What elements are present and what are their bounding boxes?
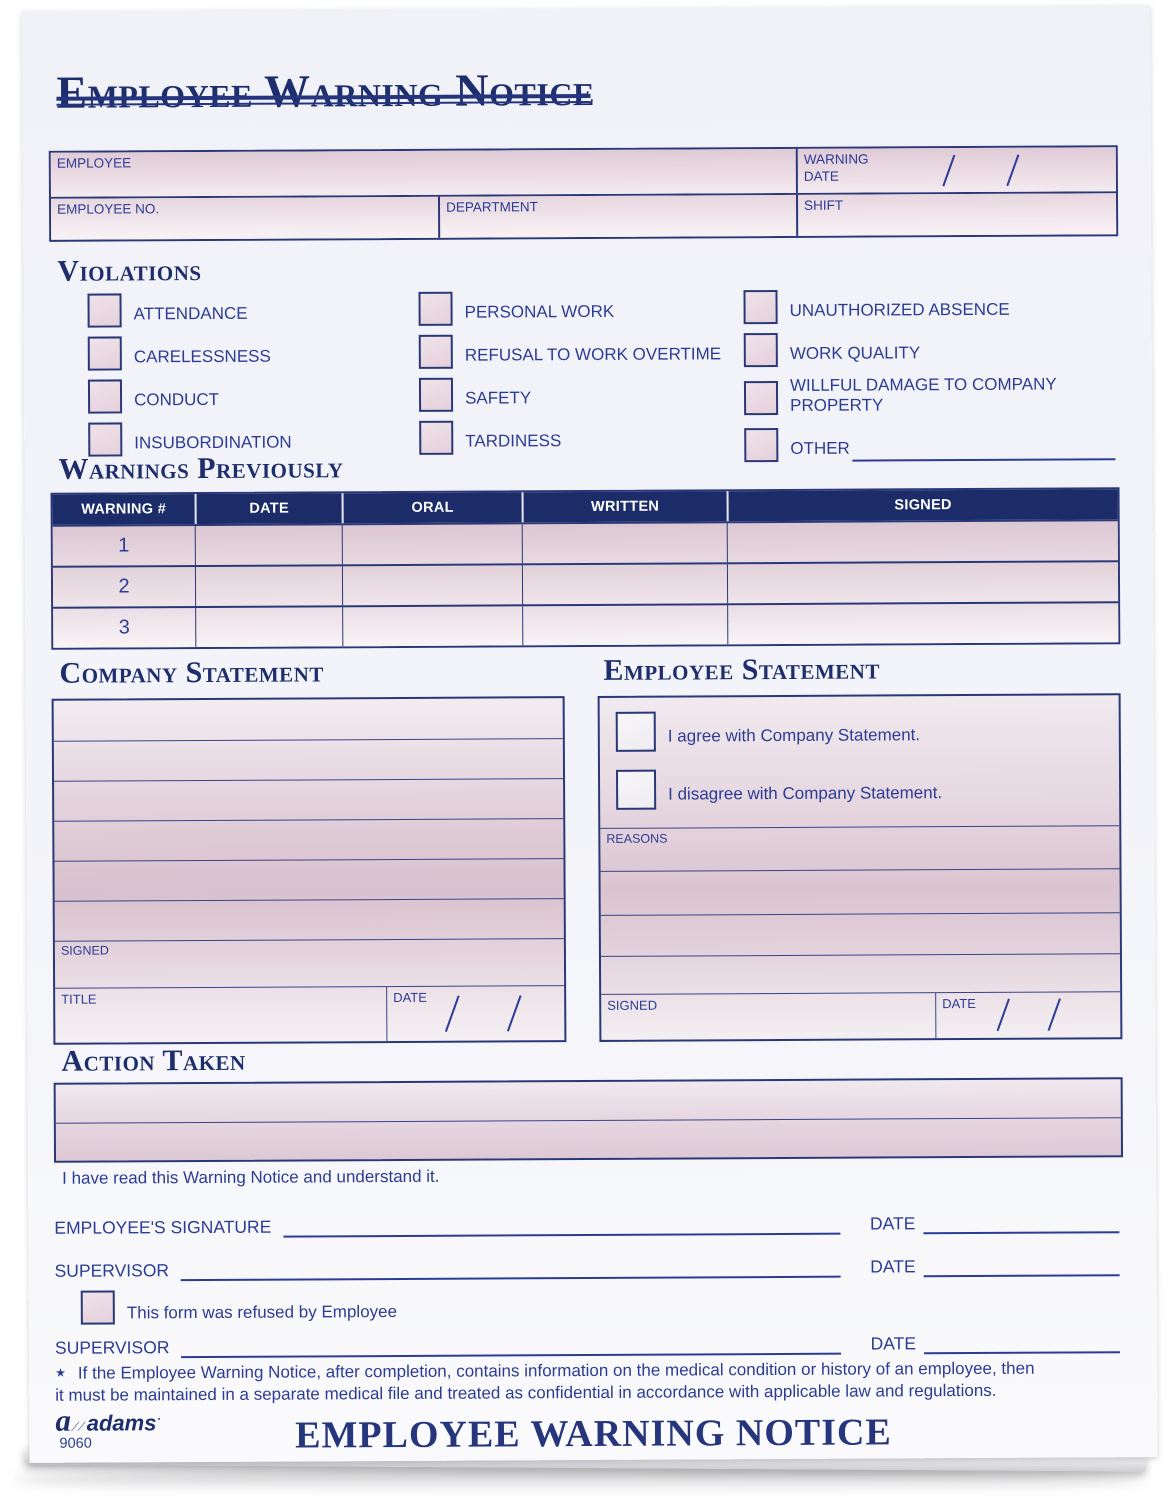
employee-info-table xyxy=(49,145,1118,242)
disagree-option xyxy=(616,768,942,810)
employee-signed-date-row xyxy=(601,991,1120,1040)
agree-label: I agree with Company Statement. xyxy=(667,725,921,746)
violation-unauthorized-absence xyxy=(743,288,1114,324)
warning-date-label: WARNING DATE xyxy=(803,151,869,184)
footer-form-title: EMPLOYEE WARNING NOTICE xyxy=(295,1411,892,1457)
company-date-field[interactable] xyxy=(386,986,564,1041)
violation-work-quality xyxy=(744,331,1115,367)
signed-label: SIGNED xyxy=(607,997,658,1013)
disagree-label: I disagree with Company Statement. xyxy=(668,783,943,804)
adams-logo-mark: a xyxy=(55,1402,71,1438)
violation-carelessness xyxy=(88,335,393,371)
employee-statement-box xyxy=(598,693,1123,1042)
logo-swoosh-icon: ⟋⟋ xyxy=(70,1419,84,1434)
reasons-field[interactable] xyxy=(600,825,1119,872)
date-line[interactable] xyxy=(924,1248,1120,1277)
violations-column-3 xyxy=(743,288,1115,471)
company-statement-heading: Company Statement xyxy=(59,655,324,690)
violation-label: INSUBORDINATION xyxy=(134,432,292,453)
writing-line xyxy=(54,778,563,782)
violation-label: WORK QUALITY xyxy=(789,343,921,363)
date-slash xyxy=(997,998,1010,1031)
checkbox-conduct[interactable] xyxy=(88,379,122,413)
violation-label: REFUSAL TO WORK OVERTIME xyxy=(464,344,722,365)
employee-date-field[interactable] xyxy=(935,992,1120,1038)
company-statement-box[interactable] xyxy=(52,696,567,1045)
writing-line xyxy=(54,738,563,742)
date-label: DATE xyxy=(869,1213,916,1234)
footnote-line-1: If the Employee Warning Notice, after completion, contains information on the medical condition or history of an employee, then xyxy=(77,1358,1035,1383)
employee-signature-label: EMPLOYEE'S SIGNATURE xyxy=(54,1216,272,1238)
footnote-line-2: it must be maintained in a separate medical file and treated as confidential in accordance with applicable law and regulations. xyxy=(55,1380,997,1405)
supervisor2-signature-row xyxy=(55,1327,1120,1359)
violation-safety xyxy=(419,376,741,412)
checkbox-form-refused[interactable] xyxy=(81,1290,115,1324)
signed-cell[interactable] xyxy=(727,521,1118,562)
checkbox-willful-damage[interactable] xyxy=(744,381,778,415)
warning-number: 1 xyxy=(118,534,130,557)
company-signed-field[interactable] xyxy=(55,938,564,989)
footnote-star-icon: ★ xyxy=(55,1365,66,1380)
column-header: WRITTEN xyxy=(522,491,727,522)
warning-number: 3 xyxy=(118,616,130,639)
checkbox-disagree[interactable] xyxy=(616,770,656,810)
action-taken-heading: Action Taken xyxy=(61,1043,246,1078)
writing-line xyxy=(56,1117,1121,1124)
date-label: DATE xyxy=(870,1256,916,1277)
employee-statement-heading: Employee Statement xyxy=(603,652,880,687)
form-sheet xyxy=(22,5,1158,1463)
signed-label: SIGNED xyxy=(60,943,109,958)
supervisor-label: SUPERVISOR xyxy=(54,1260,170,1281)
date-label: DATE xyxy=(393,989,427,1006)
company-title-date-row xyxy=(55,985,564,1043)
violations-heading: Violations xyxy=(57,254,202,288)
date-label: DATE xyxy=(942,995,976,1012)
supervisor-signature-line[interactable] xyxy=(181,1250,840,1281)
violation-label: SAFETY xyxy=(464,388,532,408)
violations-column-1 xyxy=(87,292,393,466)
warnings-table-header xyxy=(53,489,1118,525)
employee-signature-line[interactable] xyxy=(283,1207,840,1238)
date-cell[interactable] xyxy=(195,566,342,606)
pad-floor-shadow xyxy=(14,1468,1144,1490)
warning-number: 2 xyxy=(118,575,130,598)
date-slash xyxy=(445,995,460,1031)
employee-field-label: EMPLOYEE xyxy=(56,155,132,171)
oral-cell[interactable] xyxy=(342,606,522,646)
writing-line xyxy=(54,858,563,862)
date-cell[interactable] xyxy=(195,607,342,647)
supervisor-signature-row xyxy=(55,1250,1120,1282)
checkbox-attendance[interactable] xyxy=(87,293,121,327)
checkbox-safety[interactable] xyxy=(419,378,453,412)
date-slash xyxy=(1048,998,1061,1031)
shift-label: SHIFT xyxy=(803,197,844,213)
written-cell[interactable] xyxy=(522,523,727,563)
checkbox-personal-work[interactable] xyxy=(418,292,452,326)
signed-cell[interactable] xyxy=(727,562,1118,603)
date-label: DATE xyxy=(870,1333,917,1354)
oral-cell[interactable] xyxy=(342,524,522,564)
violation-label: TARDINESS xyxy=(465,431,562,451)
date-slash xyxy=(1006,154,1019,186)
adams-logo-text: adams xyxy=(86,1410,157,1436)
written-cell[interactable] xyxy=(522,564,727,604)
shift-field[interactable] xyxy=(796,193,1116,236)
violation-tardiness xyxy=(419,419,741,455)
writing-line xyxy=(601,953,1120,957)
product-code: 9060 xyxy=(59,1435,92,1452)
refused-option xyxy=(81,1289,397,1325)
department-label: DEPARTMENT xyxy=(446,199,538,215)
medical-confidentiality-footnote xyxy=(55,1357,1117,1406)
supervisor-signature-line[interactable] xyxy=(181,1327,840,1358)
employee-info-row-1 xyxy=(51,147,1116,197)
violation-label: OTHER xyxy=(790,438,850,458)
date-line[interactable] xyxy=(924,1325,1120,1354)
checkbox-carelessness[interactable] xyxy=(88,336,122,370)
checkbox-work-quality[interactable] xyxy=(744,333,778,367)
violation-personal-work xyxy=(418,290,740,326)
writing-line xyxy=(601,912,1120,916)
column-header: SIGNED xyxy=(727,489,1118,521)
violation-refusal-overtime xyxy=(419,333,741,369)
employee-no-field[interactable] xyxy=(51,197,438,240)
date-slash xyxy=(942,155,955,187)
acknowledgement-text: I have read this Warning Notice and understand it. xyxy=(62,1166,440,1188)
warnings-previously-table xyxy=(51,487,1121,650)
employee-field[interactable] xyxy=(51,149,796,197)
date-slash xyxy=(507,995,522,1031)
action-taken-box[interactable] xyxy=(54,1077,1123,1163)
table-row xyxy=(53,601,1118,648)
checkbox-refusal-overtime[interactable] xyxy=(419,335,453,369)
employee-info-row-2 xyxy=(51,191,1116,240)
checkbox-agree[interactable] xyxy=(616,712,656,752)
violation-label: PERSONAL WORK xyxy=(464,301,615,322)
table-row xyxy=(53,560,1118,607)
other-fill-line[interactable] xyxy=(852,433,1116,461)
violation-other xyxy=(744,426,1115,462)
refused-label: This form was refused by Employee xyxy=(126,1301,398,1323)
employee-signature-row xyxy=(54,1207,1119,1239)
warnings-previously-heading: Warnings Previously xyxy=(58,451,344,486)
adams-logo-dot: · xyxy=(156,1410,162,1428)
violation-conduct xyxy=(88,378,393,414)
violation-label: CARELESSNESS xyxy=(133,346,271,367)
employee-no-label: EMPLOYEE NO. xyxy=(57,201,160,217)
violation-label: WILLFUL DAMAGE TO COMPANY PROPERTY xyxy=(789,374,1057,415)
column-header: DATE xyxy=(195,493,342,524)
checkbox-other[interactable] xyxy=(744,428,778,462)
checkbox-unauthorized-absence[interactable] xyxy=(743,290,777,324)
column-header: WARNING # xyxy=(81,501,167,518)
oral-cell[interactable] xyxy=(342,565,522,605)
column-header: ORAL xyxy=(342,492,522,523)
writing-line xyxy=(55,898,564,902)
form-title: Employee Warning Notice xyxy=(56,63,595,118)
department-field[interactable] xyxy=(438,195,796,238)
date-cell[interactable] xyxy=(195,525,342,565)
signed-cell[interactable] xyxy=(727,603,1118,644)
agree-option xyxy=(616,710,921,752)
violation-label: ATTENDANCE xyxy=(133,303,248,324)
violation-label: CONDUCT xyxy=(133,389,220,410)
written-cell[interactable] xyxy=(522,605,727,645)
table-row xyxy=(53,519,1118,566)
writing-line xyxy=(54,818,563,822)
company-title-field[interactable] xyxy=(55,987,386,1043)
checkbox-tardiness[interactable] xyxy=(419,421,453,455)
violation-label: UNAUTHORIZED ABSENCE xyxy=(789,299,1010,320)
reasons-label: REASONS xyxy=(606,831,668,846)
violation-willful-damage xyxy=(744,374,1115,419)
employee-signed-field[interactable] xyxy=(601,993,935,1040)
title-label: TITLE xyxy=(61,991,97,1007)
supervisor-label: SUPERVISOR xyxy=(54,1337,170,1358)
violation-attendance xyxy=(87,292,392,328)
warning-date-field[interactable] xyxy=(796,147,1116,193)
date-line[interactable] xyxy=(923,1205,1119,1234)
violations-column-2 xyxy=(418,290,741,464)
